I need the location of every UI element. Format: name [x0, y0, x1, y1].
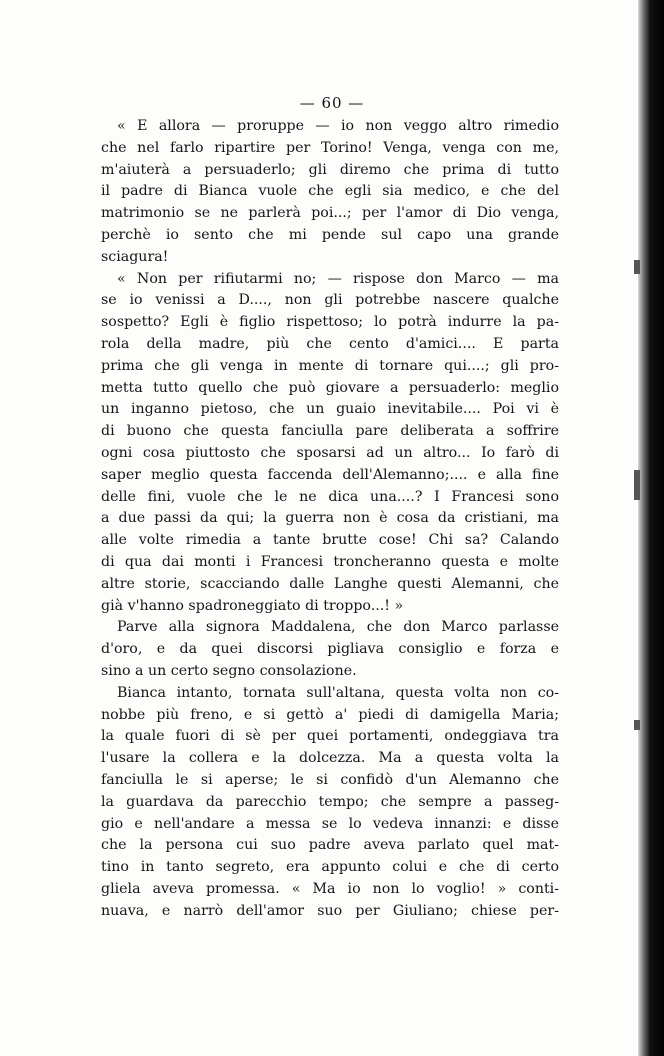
text-line: sino a un certo segno consolazione. [101, 662, 357, 679]
text-line: la guardava da parecchio tempo; che sempre a passeg- [101, 793, 559, 810]
text-line: sciagura! [101, 248, 169, 265]
text-line: altre storie, scacciando dalle Langhe questi Alemanni, che [101, 575, 559, 592]
text-line: nobbe più freno, e si gettò a' piedi di damigella Maria; [101, 706, 559, 723]
text-line: che nel farlo ripartire per Torino! Venga, venga con me, [101, 139, 559, 156]
text-line: « Non per rifiutarmi no; — rispose don Marco — ma [117, 270, 559, 287]
text-line: la quale fuori di sè per quei portamenti, ondeggiava tra [101, 728, 559, 745]
text-line: Bianca intanto, tornata sull'altana, questa volta non co- [117, 684, 559, 701]
text-line: un inganno pietoso, che un guaio inevitabile.... Poi vi è [101, 401, 559, 418]
text-line: d'oro, e da quei discorsi pigliava consiglio e forza e [101, 641, 559, 658]
text-line: già v'hanno spadroneggiato di troppo...! » [101, 597, 404, 614]
text-line: perchè io sento che mi pende sul capo una grande [101, 226, 559, 243]
text-line: il padre di Bianca vuole che egli sia medico, e che del [101, 183, 559, 200]
text-line: tino in tanto segreto, era appunto colui e che di certo [101, 859, 559, 876]
body-text [101, 116, 559, 922]
page-number: — 60 — [299, 94, 365, 112]
text-line: di buono che questa fanciulla pare deliberata a soffrire [101, 423, 559, 440]
text-line: metta tutto quello che può giovare a persuaderlo: meglio [101, 379, 559, 396]
text-line: se io venissi a D...., non gli potrebbe nascere qualche [101, 292, 559, 309]
text-line: sospetto? Egli è figlio rispettoso; lo potrà indurre la pa- [101, 314, 559, 331]
text-line: delle fini, vuole che le ne dica una....? I Francesi sono [101, 488, 559, 505]
text-line: a due passi da qui; la guerra non è cosa da cristiani, ma [101, 510, 559, 527]
text-line: di qua dai monti i Francesi troncheranno questa e molte [101, 553, 559, 570]
text-line: saper meglio questa faccenda dell'Alemanno;.... e alla fine [101, 466, 559, 483]
text-line: matrimonio se ne parlerà poi...; per l'amor di Dio venga, [101, 205, 559, 222]
text-line: m'aiuterà a persuaderlo; gli diremo che prima di tutto [101, 161, 559, 178]
text-line: prima che gli venga in mente di tornare qui....; gli pro- [101, 357, 559, 374]
scan-fleck [634, 470, 640, 500]
text-line: che la persona cui suo padre aveva parlato quel mat- [101, 837, 559, 854]
page-gutter-shadow [638, 0, 664, 1056]
text-line: rola della madre, più che cento d'amici.... E parta [101, 335, 559, 352]
scan-fleck [634, 260, 640, 274]
text-line: nuava, e narrò dell'amor suo per Giuliano; chiese per- [101, 902, 559, 919]
text-line: l'usare la collera e la dolcezza. Ma a questa volta la [101, 750, 559, 767]
text-line: fanciulla le si aperse; le si confidò d'un Alemanno che [101, 771, 559, 788]
text-line: ogni cosa piuttosto che sposarsi ad un altro... Io farò di [101, 444, 559, 461]
text-line: Parve alla signora Maddalena, che don Marco parlasse [117, 619, 559, 636]
scan-fleck [634, 720, 640, 730]
text-line: « E allora — proruppe — io non veggo altro rimedio [117, 118, 559, 134]
text-line: gliela aveva promessa. « Ma io non lo voglio! » conti- [101, 880, 559, 897]
text-line: alle volte rimedia a tante brutte cose! Chi sa? Calando [101, 532, 559, 549]
text-line: gio e nell'andare a messa se lo vedeva innanzi: e disse [101, 815, 559, 832]
